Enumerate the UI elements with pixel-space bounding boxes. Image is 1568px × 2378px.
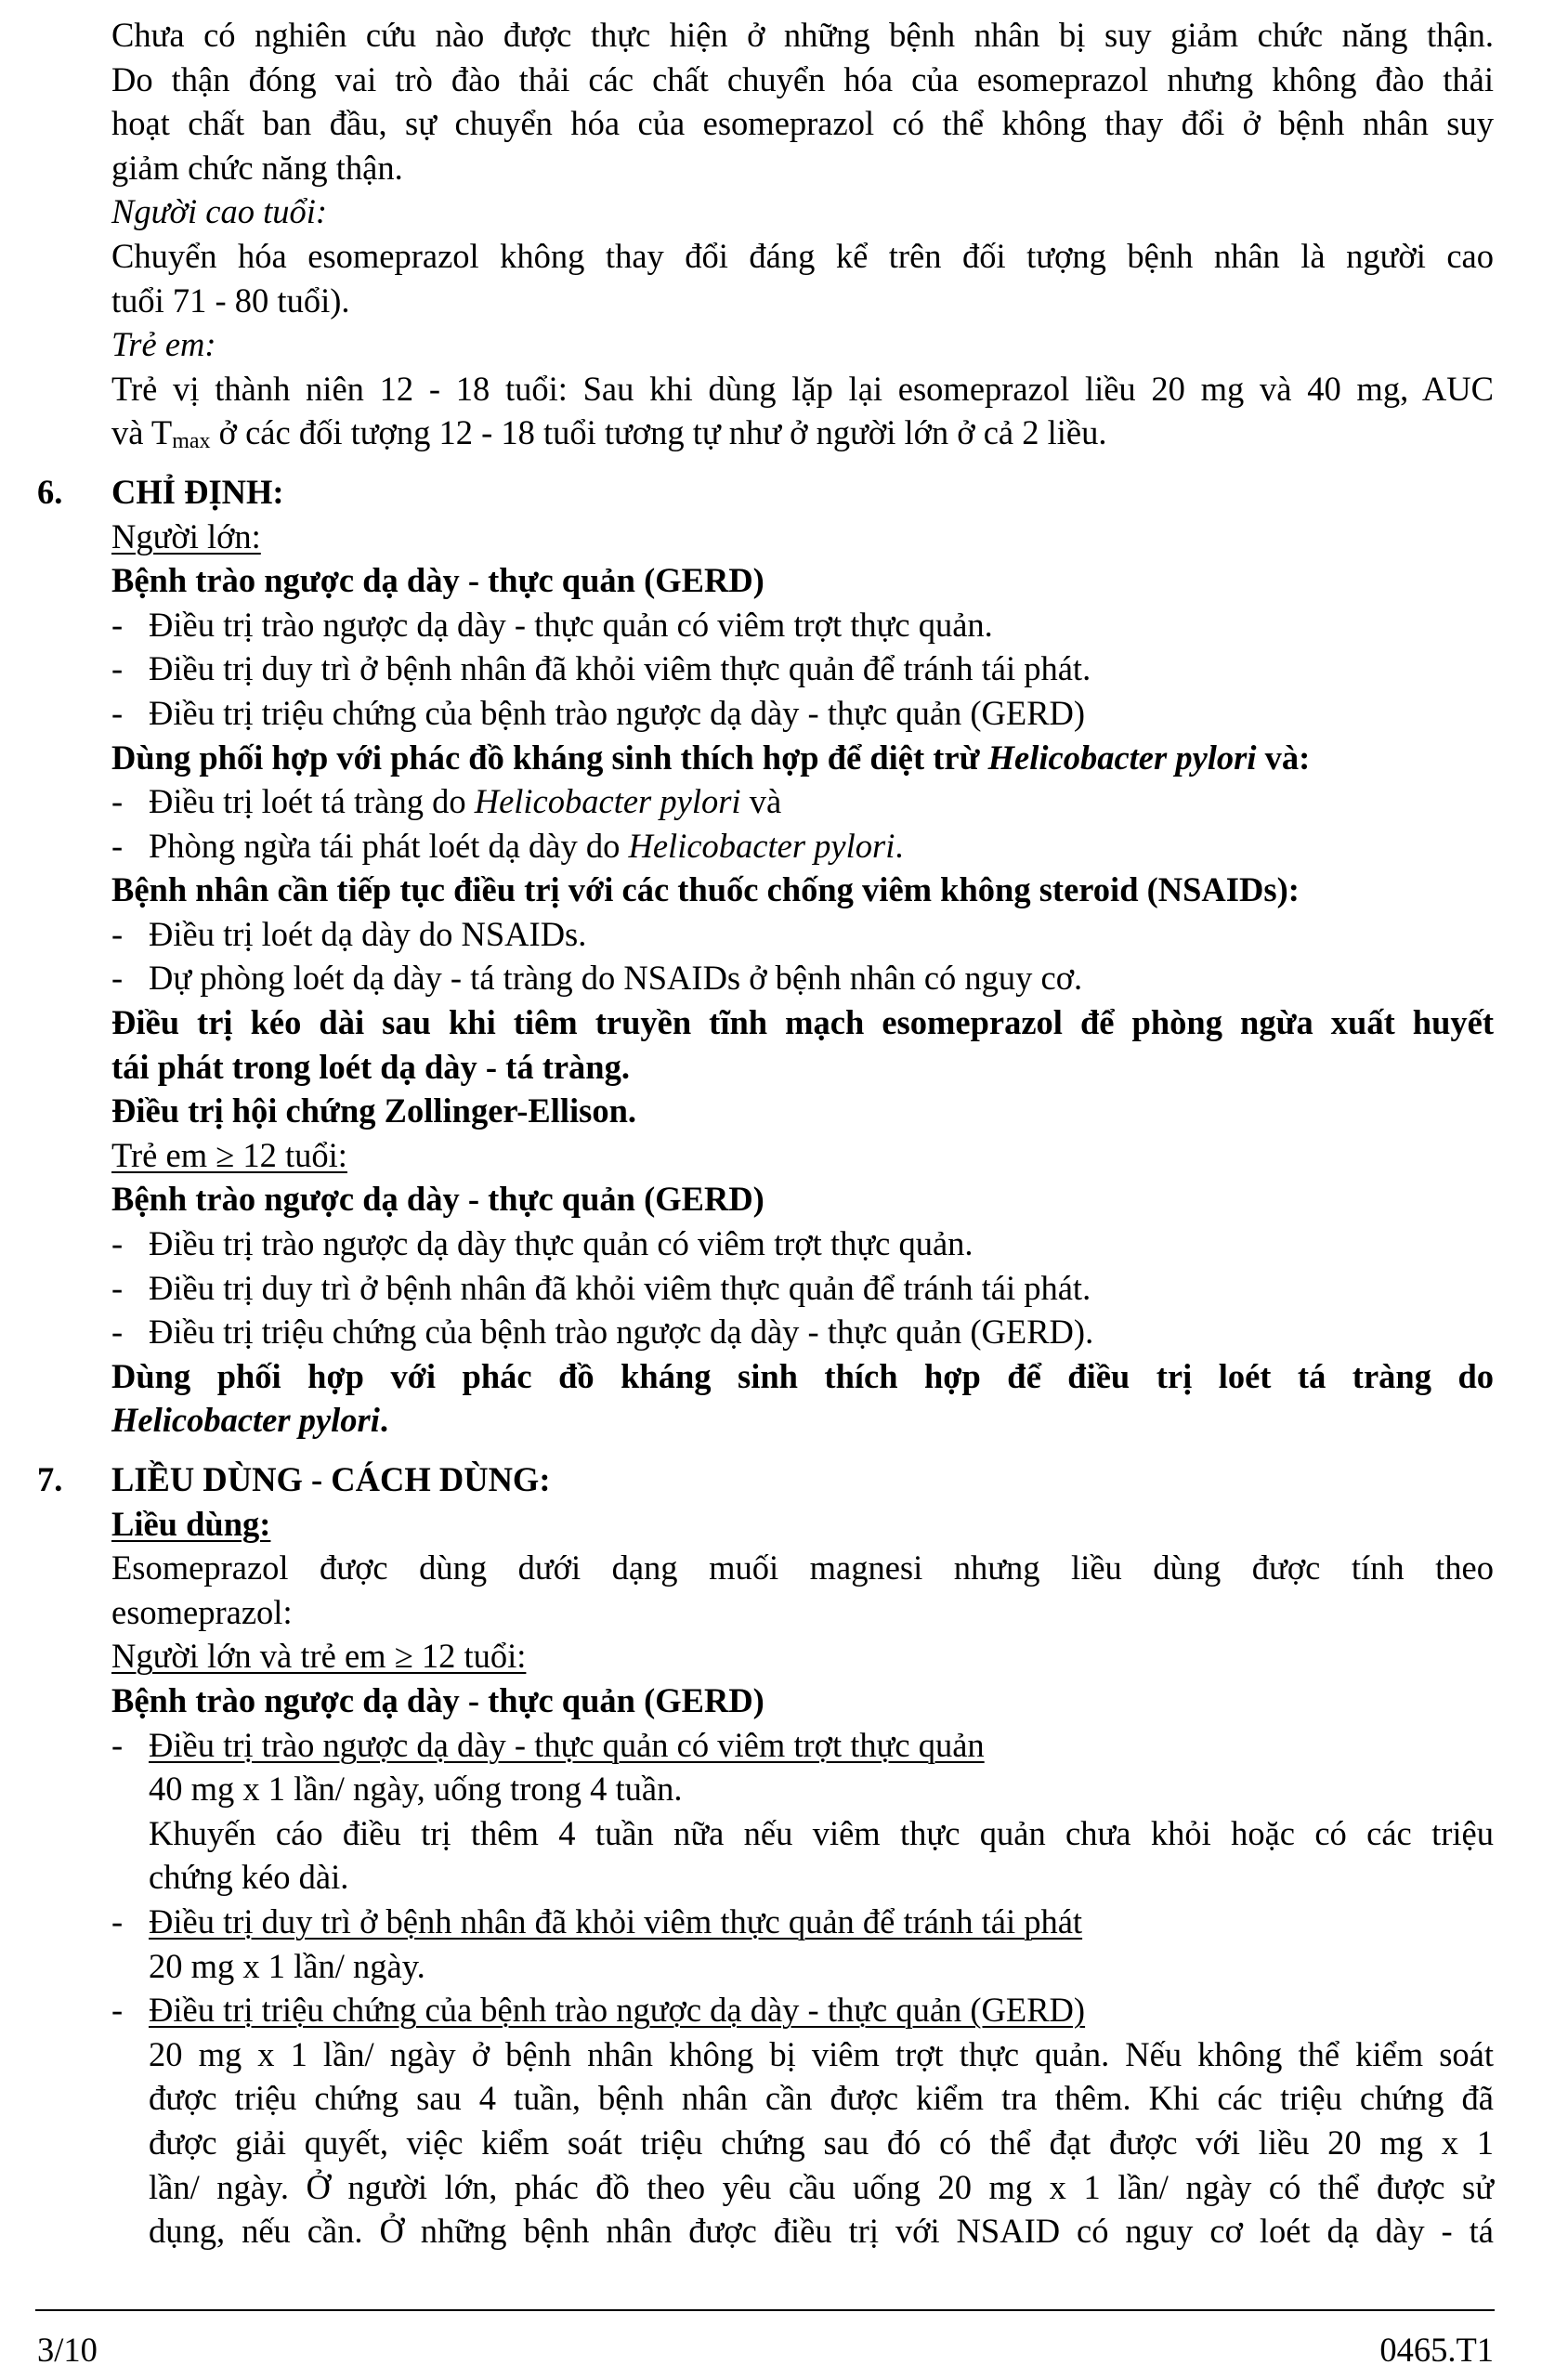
child-12-heading: Trẻ em ≥ 12 tuổi: (111, 1135, 347, 1174)
section-number: 6. (37, 472, 63, 511)
section-7-dosage (37, 1457, 1494, 2254)
section-title: CHỈ ĐỊNH: (111, 472, 284, 511)
bullet-dash: - (111, 605, 124, 644)
renal-text-line: giảm chức năng thận. (111, 148, 403, 187)
bullet-dash: - (111, 649, 124, 688)
elderly-text-line: Chuyển hóa esomeprazol không thay đổi đáng kể trên đối tượng bệnh nhân là người cao (111, 236, 1494, 275)
dosage-item-text: 20 mg x 1 lần/ ngày. (149, 1946, 425, 1985)
dosage-item-text: dụng, nếu cần. Ở những bệnh nhân được điều trị với NSAID có nguy cơ loét dạ dày - tá (149, 2212, 1494, 2251)
list-item (111, 691, 1494, 736)
child-text-part: ở các đối tượng 12 - 18 tuổi tương tự như ở người lớn ở cả 2 liều. (210, 413, 1107, 452)
elderly-text-line: tuổi 71 - 80 tuổi). (111, 281, 350, 320)
list-item-text: Dự phòng loét dạ dày - tá tràng do NSAIDs ở bệnh nhân có nguy cơ. (149, 959, 1083, 998)
list-item (111, 912, 1494, 957)
list-item-text: Điều trị duy trì ở bệnh nhân đã khỏi viêm thực quản để tránh tái phát (149, 1901, 1083, 1940)
adult-heading: Người lớn: (111, 516, 261, 555)
bullet-dash: - (111, 693, 124, 732)
page-number: 3/10 (37, 2331, 98, 2369)
dosage-text-line: Esomeprazol được dùng dưới dạng muối magnesi nhưng liều dùng được tính theo (111, 1548, 1494, 1588)
bullet-dash: - (111, 1991, 124, 2030)
bullet-dash: - (111, 1224, 124, 1263)
list-item-text: Điều trị triệu chứng của bệnh trào ngược dạ dày - thực quản (GERD) (149, 1991, 1086, 2030)
child-text-part: và T (111, 413, 173, 452)
bullet-dash: - (111, 959, 124, 998)
list-item-text: Điều trị triệu chứng của bệnh trào ngược dạ dày - thực quản (GERD). (149, 1313, 1094, 1352)
dosage-text-line: esomeprazol: (111, 1592, 293, 1631)
list-item-text (149, 824, 903, 869)
list-item (111, 1310, 1494, 1354)
dosage-item-text: lần/ ngày. Ở người lớn, phác đồ theo yêu cầu uống 20 mg x 1 lần/ ngày có thể được sử (149, 2167, 1494, 2206)
list-item (111, 824, 1494, 869)
list-item-text: Điều trị duy trì ở bệnh nhân đã khỏi viêm thực quản để tránh tái phát. (149, 1268, 1091, 1307)
list-item-text: Điều trị trào ngược dạ dày - thực quản có viêm trợt thực quản (149, 1725, 985, 1764)
renal-text-line: Chưa có nghiên cứu nào được thực hiện ở những bệnh nhân bị suy giảm chức năng thận. (111, 16, 1494, 54)
section-number: 7. (37, 1460, 63, 1498)
gerd-heading: Bệnh trào ngược dạ dày - thực quản (GERD) (111, 561, 764, 600)
dosage-item-text: Khuyến cáo điều trị thêm 4 tuần nữa nếu viêm thực quản chưa khỏi hoặc có các triệu (149, 1813, 1494, 1852)
list-item (111, 779, 1494, 824)
tmax-subscript: max (172, 429, 211, 454)
dosage-item-text: chứng kéo dài. (149, 1858, 349, 1897)
document-body (37, 13, 1494, 2254)
bullet-dash: - (111, 1901, 124, 1940)
list-item-italic: Helicobacter pylori (628, 826, 895, 865)
renal-text-line: Do thận đóng vai trò đào thải các chất chuyển hóa của esomeprazol nhưng không đào thải (111, 59, 1494, 98)
section-6-indications (37, 470, 1494, 1443)
nsaid-heading: Bệnh nhân cần tiếp tục điều trị với các thuốc chống viêm không steroid (NSAIDs): (111, 870, 1300, 909)
child-text-line (111, 411, 1494, 455)
iv-heading-line: tái phát trong loét dạ dày - tá tràng. (111, 1047, 630, 1086)
dosage-item-text: được triệu chứng sau 4 tuần, bệnh nhân cần được kiểm tra thêm. Khi các triệu chứng đã (149, 2079, 1494, 2118)
child-hp-end: . (379, 1401, 389, 1440)
bullet-dash: - (111, 782, 124, 821)
child-hp-italic: Helicobacter pylori (111, 1401, 380, 1440)
elderly-heading: Người cao tuổi: (111, 192, 328, 231)
hp-heading-part: và: (1256, 738, 1311, 777)
list-item-text (149, 779, 781, 824)
hp-heading (111, 736, 1494, 780)
dosage-item-text: 20 mg x 1 lần/ ngày ở bệnh nhân không bị viêm trợt thực quản. Nếu không thể kiểm soát (149, 2034, 1494, 2073)
list-item-part: Phòng ngừa tái phát loét dạ dày do (149, 826, 629, 865)
dosage-item-text: 40 mg x 1 lần/ ngày, uống trong 4 tuần. (149, 1770, 683, 1809)
footer-divider (35, 2309, 1495, 2311)
list-item (111, 1222, 1494, 1266)
child-hp-heading-line: Dùng phối hợp với phác đồ kháng sinh thích hợp để điều trị loét tá tràng do (111, 1356, 1494, 1395)
child-hp-heading-line (111, 1398, 1494, 1443)
list-item-italic: Helicobacter pylori (474, 782, 741, 821)
hp-heading-part: Dùng phối hợp với phác đồ kháng sinh thích hợp để diệt trừ (111, 738, 988, 777)
dosage-item-title (111, 1723, 1494, 1768)
list-item-text: Điều trị triệu chứng của bệnh trào ngược dạ dày - thực quản (GERD) (149, 693, 1086, 732)
dosage-item-title (111, 1900, 1494, 1944)
gerd-heading: Bệnh trào ngược dạ dày - thực quản (GERD) (111, 1680, 764, 1719)
bullet-dash: - (111, 1313, 124, 1352)
list-item-part: . (895, 826, 904, 865)
hp-heading-italic: Helicobacter pylori (987, 738, 1257, 777)
list-item-text: Điều trị trào ngược dạ dày thực quản có viêm trợt thực quản. (149, 1224, 973, 1263)
dosage-heading: Liều dùng: (111, 1504, 271, 1543)
section-title: LIỀU DÙNG - CÁCH DÙNG: (111, 1460, 551, 1498)
dosage-item-title (111, 1988, 1494, 2032)
list-item (111, 1266, 1494, 1311)
list-item-text: Điều trị loét dạ dày do NSAIDs. (149, 914, 587, 953)
list-item-text: Điều trị trào ngược dạ dày - thực quản có viêm trợt thực quản. (149, 605, 993, 644)
list-item-text: Điều trị duy trì ở bệnh nhân đã khỏi viêm thực quản để tránh tái phát. (149, 649, 1091, 688)
child-heading: Trẻ em: (111, 325, 216, 364)
bullet-dash: - (111, 826, 124, 865)
list-item (111, 603, 1494, 647)
bullet-dash: - (111, 914, 124, 953)
renal-text-line: hoạt chất ban đầu, sự chuyển hóa của esomeprazol có thể không thay đổi ở bệnh nhân suy (111, 104, 1494, 143)
child-gerd-heading: Bệnh trào ngược dạ dày - thực quản (GERD) (111, 1180, 764, 1219)
adult-child-heading: Người lớn và trẻ em ≥ 12 tuổi: (111, 1637, 527, 1676)
document-code: 0465.T1 (1379, 2331, 1494, 2369)
ze-heading: Điều trị hội chứng Zollinger-Ellison. (111, 1091, 637, 1130)
dosage-item-text: được giải quyết, việc kiểm soát triệu chứng sau đó có thể đạt được với liều 20 mg x 1 (149, 2123, 1494, 2162)
child-text-line: Trẻ vị thành niên 12 - 18 tuổi: Sau khi dùng lặp lại esomeprazol liều 20 mg và 40 mg, AUC (111, 369, 1494, 408)
list-item-part: Điều trị loét tá tràng do (149, 782, 475, 821)
list-item (111, 647, 1494, 691)
list-item (111, 956, 1494, 1000)
iv-heading-line: Điều trị kéo dài sau khi tiêm truyền tĩnh mạch esomeprazol để phòng ngừa xuất huyết (111, 1003, 1494, 1042)
bullet-dash: - (111, 1268, 124, 1307)
list-item-part: và (740, 782, 782, 821)
bullet-dash: - (111, 1725, 124, 1764)
